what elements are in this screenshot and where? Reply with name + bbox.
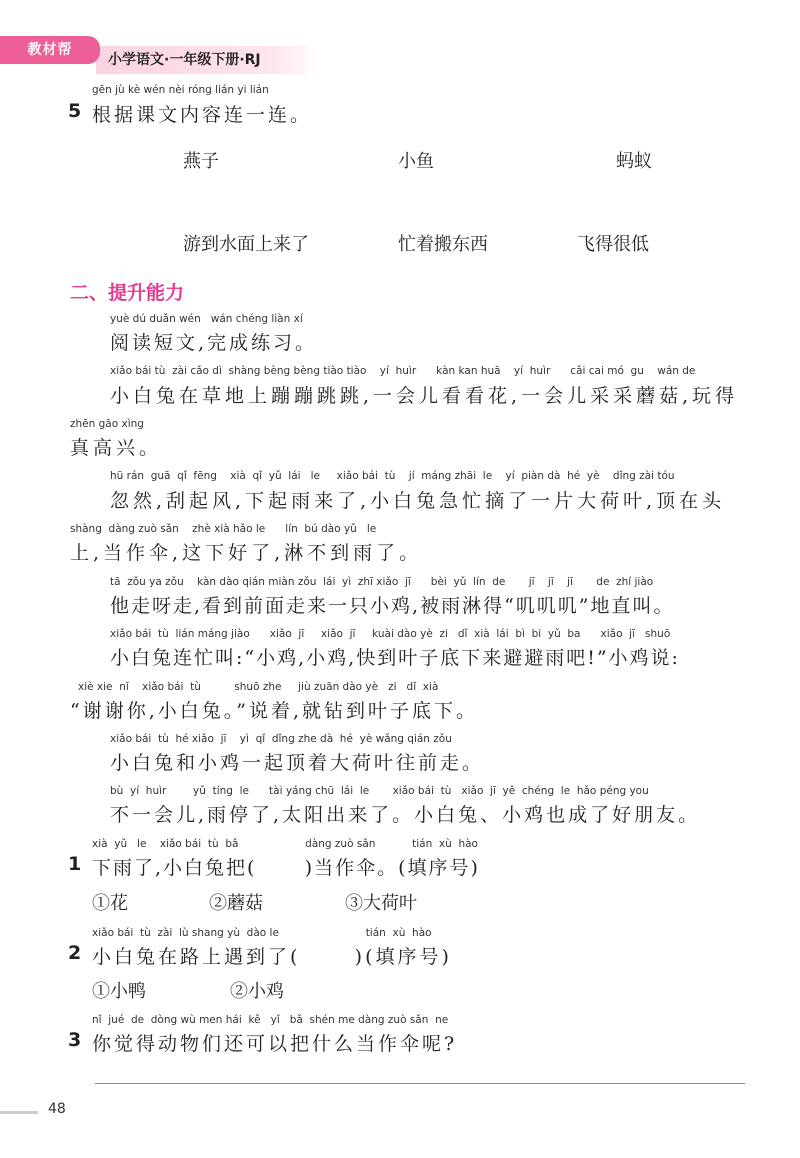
match-word-fish[interactable]: 小鱼	[398, 151, 434, 172]
q5-pinyin: gēn jù kè wén nèi róng lián yi lián	[92, 84, 269, 96]
q1-option-2[interactable]: ②蘑菇	[209, 893, 263, 914]
match-phrase-swim-up[interactable]: 游到水面上来了	[183, 234, 309, 255]
book-brand-tab: 教材帮	[0, 36, 100, 64]
q2-option-2[interactable]: ②小鸡	[230, 981, 284, 1002]
passage-line-8-pinyin: xiǎo bái tù hé xiǎo jī yì qǐ dǐng zhe dà hé yè wǎng qián zǒu	[110, 733, 452, 745]
passage-line-7: “谢谢你,小白兔。”说着,就钻到叶子底下。	[70, 700, 479, 722]
passage-line-4: 上,当作伞,这下好了,淋不到雨了。	[70, 542, 423, 564]
passage-line-5: 他走呀走,看到前面走来一只小鸡,被雨淋得“叽叽叽”地直叫。	[110, 595, 675, 617]
q3-number: 3	[68, 1029, 82, 1051]
passage-line-7-pinyin: xiè xie nǐ xiǎo bái tù shuō zhe jiù zuān dào yè zi dǐ xià	[78, 681, 439, 693]
passage-line-5-pinyin: tā zǒu ya zǒu kàn dào qián miàn zǒu lái yì zhī xiǎo jī bèi yǔ lín de jī jī jī de zhí jiào	[110, 576, 654, 588]
q1-number: 1	[68, 853, 82, 875]
passage-line-6: 小白兔连忙叫:“小鸡,小鸡,快到叶子底下来避避雨吧!”小鸡说:	[110, 647, 680, 669]
q5-prompt: 根据课文内容连一连。	[92, 104, 313, 126]
q2-number: 2	[68, 942, 82, 964]
q1-prompt: 下雨了,小白兔把( )当作伞。(填序号)	[92, 857, 480, 879]
passage-line-9-pinyin: bù yí huìr yǔ tíng le tài yáng chū lái le xiǎo bái tù xiǎo jī yě chéng le hǎo péng you	[110, 785, 649, 797]
passage-line-6-pinyin: xiǎo bái tù lián máng jiào xiǎo jī xiǎo jī kuài dào yè zi dǐ xià lái bì bi yǔ ba xiǎo jī shuō	[110, 628, 671, 640]
q5-number: 5	[68, 100, 82, 122]
passage-line-1-pinyin: xiǎo bái tù zài cǎo dì shàng bèng bèng tiào tiào yí huìr kàn kan huā yí huìr cǎi cai mó gu wán de	[110, 365, 696, 377]
q3-pinyin: nǐ jué de dòng wù men hái kě yǐ bǎ shén me dàng zuò sǎn ne	[92, 1014, 449, 1026]
q2-option-1[interactable]: ①小鸭	[92, 981, 146, 1002]
q2-prompt: 小白兔在路上遇到了( )(填序号)	[92, 946, 452, 968]
passage-line-4-pinyin: shàng dàng zuò sǎn zhè xià hǎo le lín bú dào yǔ le	[70, 523, 377, 535]
passage-instruction: 阅读短文,完成练习。	[110, 332, 318, 354]
match-phrase-fly-low[interactable]: 飞得很低	[577, 234, 649, 255]
match-word-swallow[interactable]: 燕子	[183, 151, 219, 172]
section-title: 二、提升能力	[70, 282, 185, 304]
match-word-ant[interactable]: 蚂蚁	[616, 151, 652, 172]
passage-line-8: 小白兔和小鸡一起顶着大荷叶往前走。	[110, 752, 485, 774]
passage-line-3-pinyin: hū rán guā qǐ fēng xià qǐ yǔ lái le xiǎo bái tù jí máng zhāi le yí piàn dà hé yè dǐng zài tóu	[110, 470, 675, 482]
q1-option-3[interactable]: ③大荷叶	[345, 893, 417, 914]
passage-line-1: 小白兔在草地上蹦蹦跳跳,一会儿看看花,一会儿采采蘑菇,玩得	[110, 385, 739, 407]
q3-prompt: 你觉得动物们还可以把什么当作伞呢?	[92, 1033, 458, 1055]
passage-line-3: 忽然,刮起风,下起雨来了,小白兔急忙摘了一片大荷叶,顶在头	[110, 490, 726, 512]
passage-line-2-pinyin: zhēn gāo xìng	[70, 418, 144, 430]
q1-pinyin: xià yǔ le xiǎo bái tù bǎ dàng zuò sǎn tián xù hào	[92, 838, 478, 850]
page-number: 48	[48, 1101, 66, 1117]
passage-line-9: 不一会儿,雨停了,太阳出来了。小白兔、小鸡也成了好朋友。	[110, 804, 701, 826]
footer-dash	[0, 1111, 38, 1114]
q1-option-1[interactable]: ①花	[92, 893, 128, 914]
passage-line-2: 真高兴。	[70, 437, 163, 459]
q2-pinyin: xiǎo bái tù zài lù shang yù dào le tián xù hào	[92, 927, 432, 939]
passage-instruction-pinyin: yuè dú duǎn wén wán chéng liàn xí	[110, 313, 303, 325]
match-phrase-moving-things[interactable]: 忙着搬东西	[398, 234, 488, 255]
footer-rule	[95, 1083, 745, 1084]
book-title: 小学语文·一年级下册·RJ	[108, 52, 261, 68]
